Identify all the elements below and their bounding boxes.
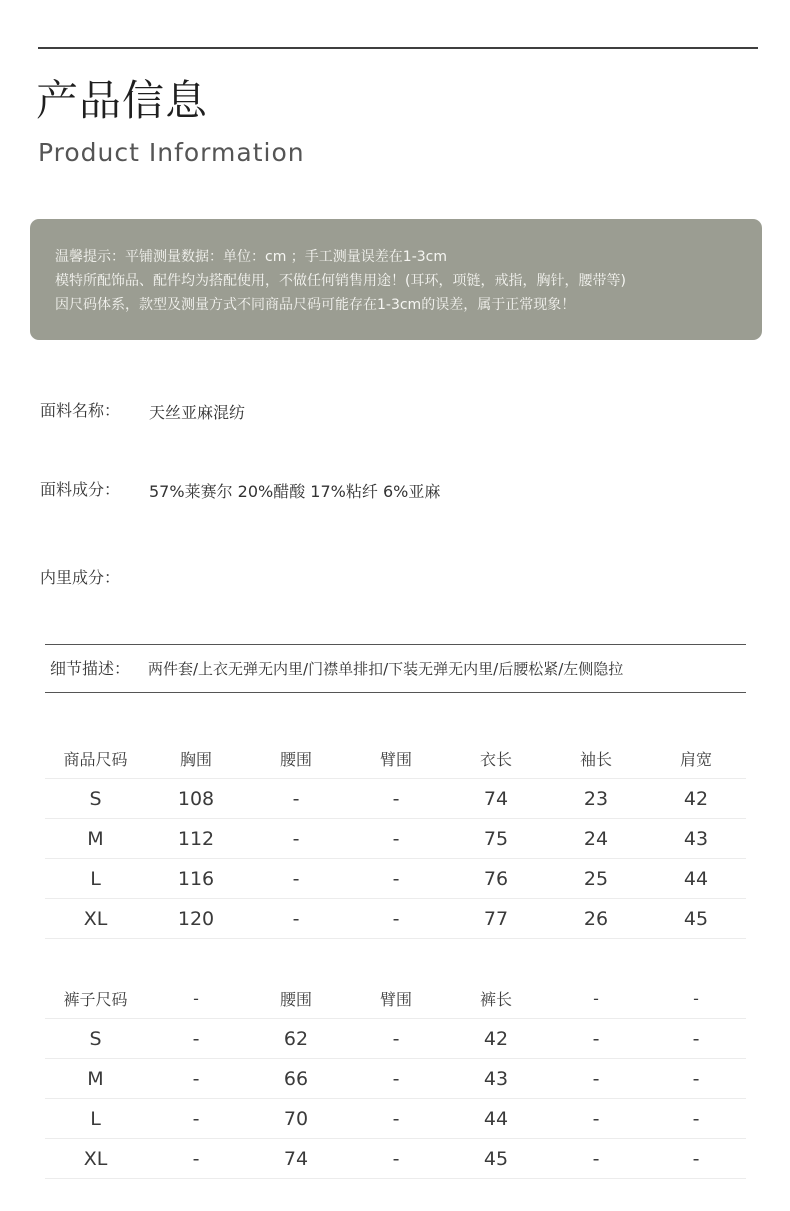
top-size-cell: M — [87, 827, 104, 850]
top-size-cell: 75 — [483, 827, 509, 850]
pants-size-cell: 44 — [483, 1107, 509, 1130]
pants-size-row — [45, 1139, 746, 1179]
top-size-row — [45, 779, 746, 819]
top-size-cell: 26 — [583, 907, 609, 930]
pants-size-table — [45, 979, 746, 1179]
pants-size-cell: S — [89, 1027, 102, 1050]
pants-size-cell: - — [392, 1067, 400, 1090]
detail-value: 两件套/上衣无弹无内里/门襟单排扣/下装无弹无内里/后腰松紧/左侧隐拉 — [148, 660, 624, 678]
top-size-cell: 44 — [683, 867, 709, 890]
pants-size-header-cell: 裤长 — [479, 990, 512, 1009]
top-size-cell: 24 — [583, 827, 609, 850]
top-size-cell: - — [392, 867, 400, 890]
top-size-cell: 120 — [177, 907, 215, 930]
top-size-header-cell: 胸围 — [179, 750, 212, 769]
top-size-cell: 116 — [177, 867, 215, 890]
top-size-header-cell: 商品尺码 — [63, 750, 128, 769]
pants-size-cell: M — [87, 1067, 104, 1090]
pants-size-cell: - — [692, 1067, 700, 1090]
notice-line: 模特所配饰品、配件均为搭配使用，不做任何销售用途！(耳环，项链，戒指，胸针，腰带等) — [55, 273, 626, 289]
top-size-header-cell: 袖长 — [579, 750, 612, 769]
pants-size-cell: - — [392, 1147, 400, 1170]
pants-size-cell: - — [192, 1027, 200, 1050]
top-size-cell: - — [392, 827, 400, 850]
pants-size-cell: L — [90, 1107, 101, 1130]
pants-size-cell: - — [692, 1107, 700, 1130]
top-size-cell: L — [90, 867, 101, 890]
pants-size-cell: 74 — [283, 1147, 309, 1170]
top-size-cell: 112 — [177, 827, 215, 850]
top-size-cell: 108 — [177, 787, 215, 810]
top-size-cell: - — [392, 907, 400, 930]
pants-size-header-cell: 裤子尺码 — [63, 990, 128, 1009]
pants-size-cell: - — [392, 1027, 400, 1050]
top-size-header-row — [45, 739, 746, 779]
pants-size-cell: 62 — [283, 1027, 309, 1050]
top-size-cell: - — [292, 827, 300, 850]
pants-size-cell: - — [592, 1147, 600, 1170]
page-subtitle: Product Information — [38, 138, 305, 167]
top-size-header-cell: 臂围 — [379, 750, 412, 769]
top-size-cell: 76 — [483, 867, 509, 890]
pants-size-header-cell: 臂围 — [379, 990, 412, 1009]
pants-size-header-cell: - — [693, 989, 699, 1008]
pants-size-cell: - — [692, 1027, 700, 1050]
pants-size-header-cell: 腰围 — [279, 990, 312, 1009]
top-size-cell: XL — [83, 907, 108, 930]
top-size-cell: S — [89, 787, 102, 810]
top-size-cell: 23 — [583, 787, 609, 810]
notice-box — [30, 219, 762, 340]
pants-size-cell: 66 — [283, 1067, 309, 1090]
page-title: 产品信息 — [36, 76, 209, 125]
pants-size-header-cell: - — [593, 989, 599, 1008]
pants-size-cell: XL — [83, 1147, 108, 1170]
pants-size-cell: - — [592, 1027, 600, 1050]
pants-size-cell: - — [592, 1107, 600, 1130]
pants-size-header-cell: - — [193, 989, 199, 1008]
detail-bottom-divider — [45, 692, 746, 693]
top-size-cell: 43 — [683, 827, 709, 850]
detail-top-divider — [45, 644, 746, 645]
fabric-composition-value: 57%莱赛尔 20%醋酸 17%粘纤 6%亚麻 — [149, 482, 441, 501]
pants-size-cell: - — [192, 1147, 200, 1170]
fabric-name-value: 天丝亚麻混纺 — [149, 403, 246, 422]
pants-size-cell: 45 — [483, 1147, 509, 1170]
pants-size-cell: - — [192, 1067, 200, 1090]
top-size-table — [45, 739, 746, 939]
top-size-row — [45, 899, 746, 939]
top-size-cell: 45 — [683, 907, 709, 930]
top-divider — [38, 47, 758, 49]
top-size-cell: 77 — [483, 907, 509, 930]
top-size-cell: 42 — [683, 787, 709, 810]
top-size-cell: - — [392, 787, 400, 810]
pants-size-row — [45, 1099, 746, 1139]
top-size-header-cell: 肩宽 — [679, 750, 712, 769]
top-size-cell: 74 — [483, 787, 509, 810]
pants-size-cell: 70 — [283, 1107, 309, 1130]
pants-size-cell: 42 — [483, 1027, 509, 1050]
top-size-header-cell: 腰围 — [279, 750, 312, 769]
fabric-name-label: 面料名称： — [40, 401, 121, 420]
top-size-cell: - — [292, 867, 300, 890]
top-size-header-cell: 衣长 — [479, 750, 512, 769]
top-size-row — [45, 819, 746, 859]
pants-size-row — [45, 1059, 746, 1099]
top-size-cell: - — [292, 907, 300, 930]
pants-size-cell: - — [392, 1107, 400, 1130]
fabric-composition-label: 面料成分： — [40, 480, 121, 499]
top-size-cell: 25 — [583, 867, 609, 890]
notice-line: 温馨提示：平铺测量数据：单位：cm ；手工测量误差在1-3cm — [55, 249, 447, 265]
pants-size-cell: - — [692, 1147, 700, 1170]
top-size-row — [45, 859, 746, 899]
pants-size-row — [45, 1019, 746, 1059]
detail-label: 细节描述： — [50, 659, 131, 678]
pants-size-cell: - — [192, 1107, 200, 1130]
lining-composition-label: 内里成分： — [40, 568, 121, 587]
top-size-cell: - — [292, 787, 300, 810]
pants-size-cell: - — [592, 1067, 600, 1090]
pants-size-header-row — [45, 979, 746, 1019]
pants-size-cell: 43 — [483, 1067, 509, 1090]
notice-line: 因尺码体系，款型及测量方式不同商品尺码可能存在1-3cm的误差，属于正常现象！ — [55, 297, 576, 313]
